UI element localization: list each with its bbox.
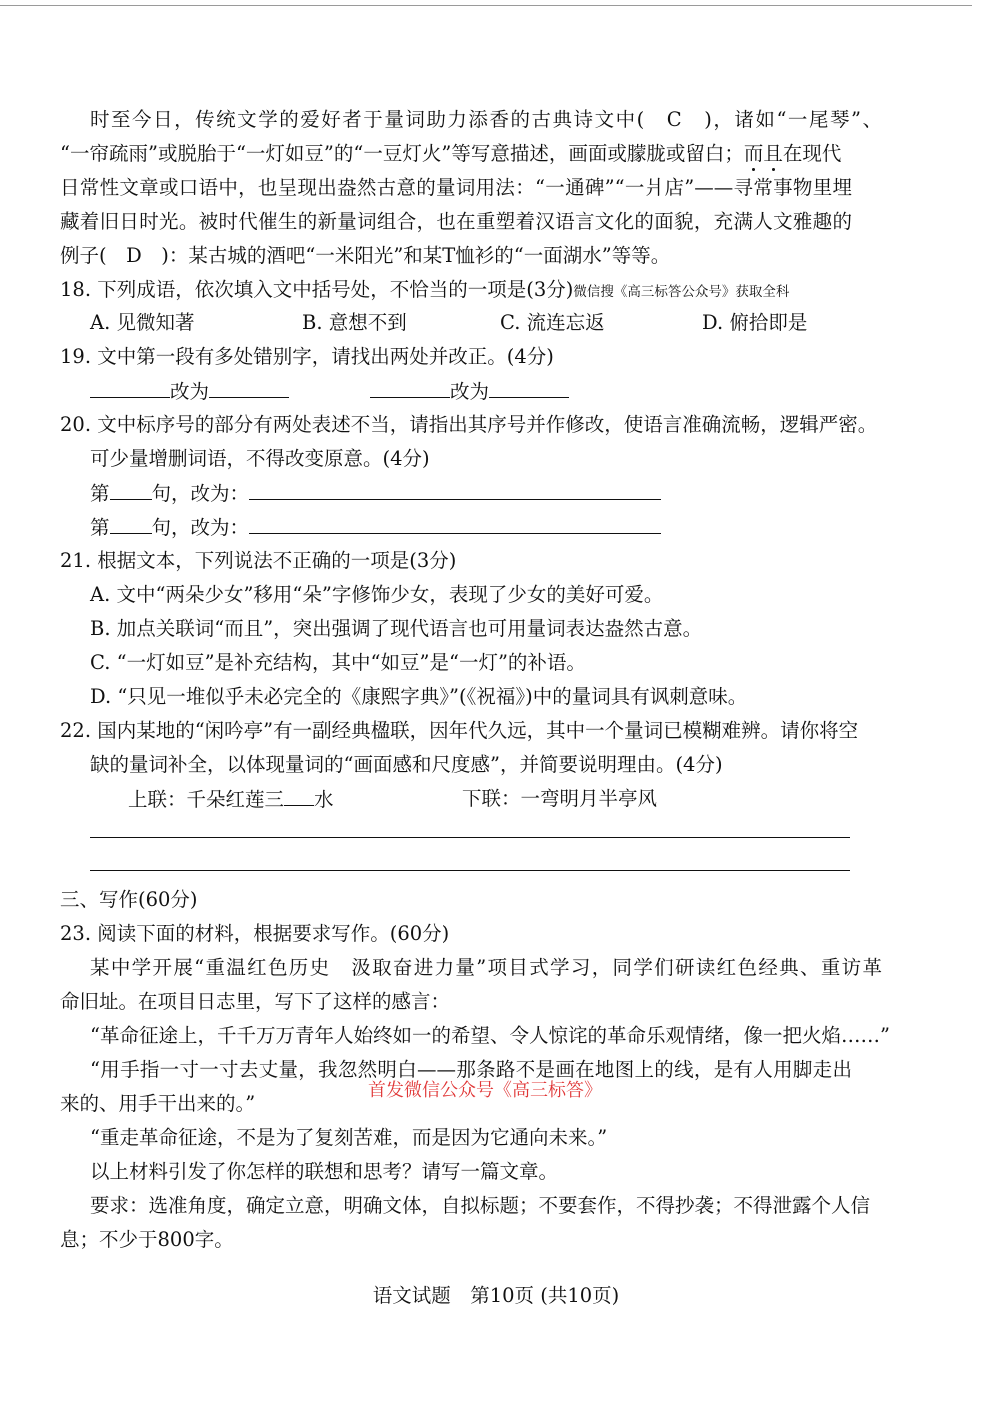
q23-material-line-2: 命旧址。在项目日志里，写下了这样的感言： <box>60 990 451 1013</box>
q18-stem-text: 18. 下列成语，依次填入文中括号处，不恰当的一项是(3分) <box>60 278 574 301</box>
q22-lower-couplet: 下联：一弯明月半亭风 <box>462 787 658 810</box>
q18-note: 微信搜《高三标答公众号》获取全科 <box>573 284 790 300</box>
q19-stem: 19. 文中第一段有多处错别字，请找出两处并改正。(4分) <box>60 345 554 368</box>
passage-line-4: 藏着旧日时光。被时代催生的新量词组合，也在重塑着汉语言文化的面貌，充满人文雅趣的 <box>60 210 852 233</box>
q23-prompt: 以上材料引发了你怎样的联想和思考？请写一篇文章。 <box>90 1160 559 1183</box>
q20-answer-row-2 <box>90 515 661 540</box>
q21-option-a: A. 文中“两朵少女”移用“朵”字修饰少女，表现了少女的美好可爱。 <box>90 583 664 606</box>
passage-line-2-text: “一帘疏雨”或脱胎于“一灯如豆”的“一豆灯火”等写意描述，画面或朦胧或留白； <box>60 142 744 165</box>
q18-option-c: C. 流连忘返 <box>500 311 605 334</box>
section-writing-heading: 三、写作(60分) <box>60 888 198 911</box>
passage-line-2 <box>60 142 852 166</box>
q22-upper-end: 水 <box>314 788 334 811</box>
q20-change-label: 句，改为： <box>151 516 250 539</box>
q19-blank-1[interactable] <box>90 379 170 398</box>
top-border-line <box>0 5 972 6</box>
q18-option-a: A. 见微知著 <box>90 311 195 334</box>
q20-di-label: 第 <box>90 516 110 539</box>
q19-answer-row <box>90 379 289 404</box>
q23-quote-2-line-1: “用手指一寸一寸去丈量，我忽然明白——那条路不是画在地图上的线，是有人用脚走出 <box>90 1058 852 1081</box>
q20-revision-blank-2[interactable] <box>249 515 661 534</box>
watermark-text: 首发微信公众号《高三标答》 <box>368 1080 602 1101</box>
q20-change-label: 句，改为： <box>151 482 250 505</box>
passage-line-3: 日常性文章或口语中，也呈现出盎然古意的量词用法：“一通碑”“一爿店”——寻常事物里埋 <box>60 176 852 199</box>
q23-requirements-line-1: 要求：选准角度，确定立意，明确文体，自拟标题；不要套作，不得抄袭；不得泄露个人信 <box>90 1194 871 1217</box>
q19-blank-4[interactable] <box>489 379 569 398</box>
passage-line-1: 时至今日，传统文学的爱好者于量词助力添香的古典诗文中( C )，诸如“一尾琴”、 <box>90 108 882 131</box>
q22-stem-line-2: 缺的量词补全，以体现量词的“画面感和尺度感”，并简要说明理由。(4分) <box>90 753 723 776</box>
q20-revision-blank-1[interactable] <box>249 481 661 500</box>
q18-stem <box>60 278 789 304</box>
passage-line-5: 例子( D )：某古城的酒吧“一米阳光”和某T恤衫的“一面湖水”等等。 <box>60 244 671 267</box>
page-footer: 语文试题 第10页 (共10页) <box>372 1284 620 1307</box>
q20-sentence-blank-2[interactable] <box>110 515 152 534</box>
q23-stem: 23. 阅读下面的材料，根据要求写作。(60分) <box>60 922 450 945</box>
q22-answer-line-1[interactable] <box>90 837 850 838</box>
q21-option-b: B. 加点关联词“而且”，突出强调了现代语言也可用量词表达盎然古意。 <box>90 617 703 640</box>
q20-sentence-blank-1[interactable] <box>110 481 152 500</box>
passage-line-2-end: 在现代 <box>782 142 842 165</box>
q23-material-line-1: 某中学开展“重温红色历史 汲取奋进力量”项目式学习，同学们研读红色经典、重访革 <box>90 956 882 979</box>
q19-answer-row-2 <box>370 379 569 404</box>
q23-quote-2-line-2: 来的、用手干出来的。” <box>60 1092 256 1115</box>
q19-change-label-1: 改为 <box>170 380 210 403</box>
q22-measure-word-blank[interactable] <box>284 787 314 806</box>
q23-quote-1: “革命征途上，千千万万青年人始终如一的希望、令人惊诧的革命乐观情绪，像一把火焰……” <box>90 1024 890 1047</box>
q19-blank-2[interactable] <box>209 379 289 398</box>
q19-change-label-2: 改为 <box>450 380 490 403</box>
q18-option-d: D. 俯拾即是 <box>702 311 808 334</box>
q19-blank-3[interactable] <box>370 379 450 398</box>
dotted-char-qie: 且 <box>763 142 783 165</box>
q22-answer-line-2[interactable] <box>90 870 850 871</box>
q18-option-b: B. 意想不到 <box>302 311 407 334</box>
q20-stem-line-1: 20. 文中标序号的部分有两处表述不当，请指出其序号并作修改，使语言准确流畅，逻辑严密。 <box>60 413 878 436</box>
q21-option-c: C. “一灯如豆”是补充结构，其中“如豆”是“一灯”的补语。 <box>90 651 586 674</box>
q23-quote-3: “重走革命征途，不是为了复刻苦难，而是因为它通向未来。” <box>90 1126 608 1149</box>
q22-upper-couplet <box>128 787 334 812</box>
q22-stem-line-1: 22. 国内某地的“闲吟亭”有一副经典楹联，因年代久远，其中一个量词已模糊难辨。请你将空 <box>60 719 859 742</box>
q23-requirements-line-2: 息；不少于800字。 <box>60 1228 234 1251</box>
q21-stem: 21. 根据文本，下列说法不正确的一项是(3分) <box>60 549 457 572</box>
q21-option-d: D. “只见一堆似乎未必完全的《康熙字典》”(《祝福》)中的量词具有讽刺意味。 <box>90 685 748 708</box>
q20-di-label: 第 <box>90 482 110 505</box>
dotted-char-er: 而 <box>743 142 764 165</box>
q20-stem-line-2: 可少量增删词语，不得改变原意。(4分) <box>90 447 430 470</box>
q20-answer-row-1 <box>90 481 661 506</box>
q22-upper-text: 上联：千朵红莲三 <box>128 788 285 811</box>
